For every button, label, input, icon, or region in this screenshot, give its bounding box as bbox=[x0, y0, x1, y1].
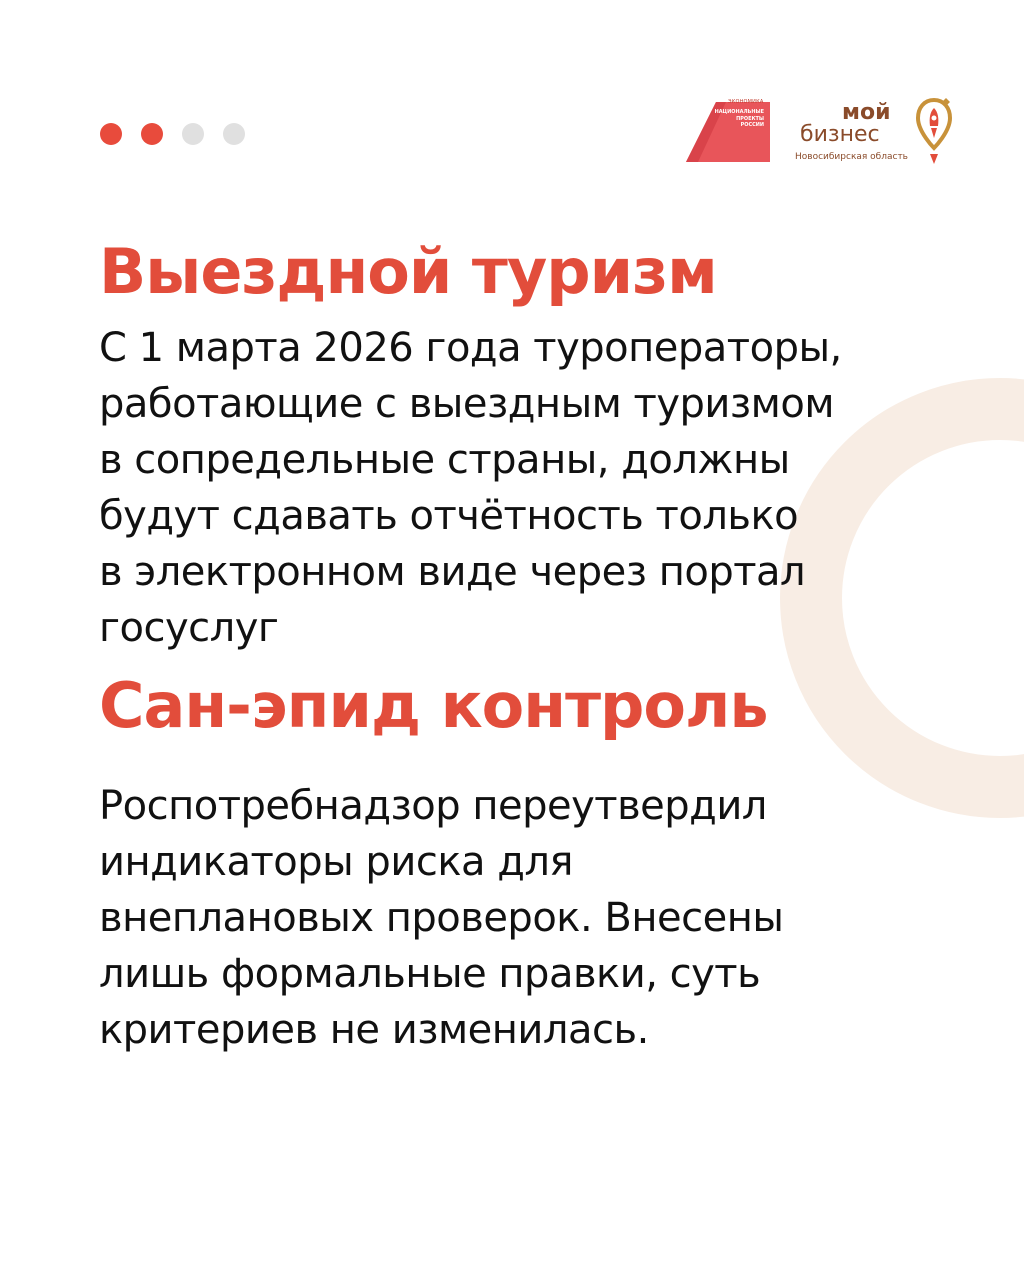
my-business-region: Новосибирская область bbox=[795, 152, 908, 162]
national-projects-logo bbox=[686, 96, 770, 166]
national-projects-line: ПРОЕКТЫ bbox=[736, 115, 764, 122]
body-line: критериев не изменилась. bbox=[99, 1007, 649, 1053]
body-line: лишь формальные правки, суть bbox=[99, 951, 761, 997]
national-projects-title bbox=[712, 109, 764, 129]
national-projects-line: РОССИИ bbox=[740, 122, 764, 128]
national-projects-top-label: ЭКОНОМИКА bbox=[728, 99, 764, 105]
pagination-dot-1[interactable] bbox=[100, 123, 122, 145]
main-content bbox=[99, 228, 979, 1058]
body-line: в сопредельные страны, должны bbox=[99, 437, 790, 483]
body-line: С 1 марта 2026 года туроператоры, bbox=[99, 325, 842, 371]
body-line: внеплановых проверок. Внесены bbox=[99, 895, 784, 941]
national-projects-emblem-icon bbox=[686, 96, 770, 166]
body-line: госуслуг bbox=[99, 605, 279, 651]
pagination-dot-2[interactable] bbox=[141, 123, 163, 145]
body-line: в электронном виде через портал bbox=[99, 549, 806, 595]
body-line: работающие с выездным туризмом bbox=[99, 381, 834, 427]
body-line: индикаторы риска для bbox=[99, 839, 573, 885]
rocket-pin-icon bbox=[914, 94, 954, 166]
my-business-word-2: бизнес bbox=[800, 122, 880, 147]
my-business-word-1: мой bbox=[842, 100, 891, 125]
body-line: Роспотребнадзор переутвердил bbox=[99, 783, 767, 829]
body-line: будут сдавать отчётность только bbox=[99, 493, 799, 539]
pagination-dot-3[interactable] bbox=[182, 123, 204, 145]
section-body-sanitary bbox=[99, 778, 979, 1058]
national-projects-line: НАЦИОНАЛЬНЫЕ bbox=[714, 109, 764, 115]
my-business-logo bbox=[790, 92, 960, 172]
pagination-dot-4[interactable] bbox=[223, 123, 245, 145]
section-body-tourism bbox=[99, 320, 979, 656]
section-heading-sanitary: Сан-эпид контроль bbox=[99, 669, 768, 742]
pagination-dots bbox=[100, 123, 245, 145]
section-heading-tourism: Выездной туризм bbox=[99, 235, 717, 308]
